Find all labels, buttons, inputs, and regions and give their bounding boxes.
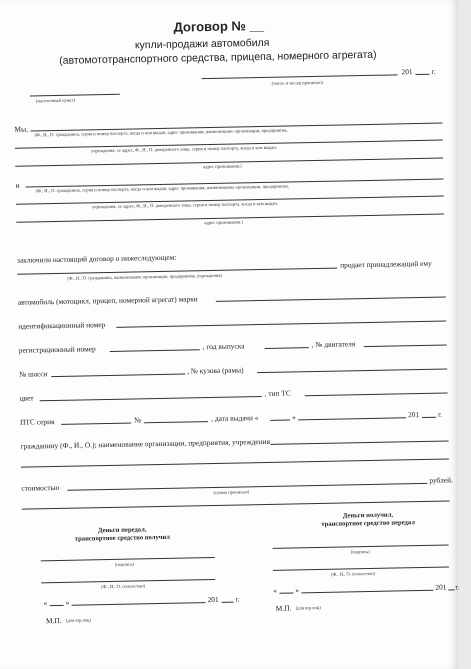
- citizen-label: гражданину (Ф., И., О.); наименование организации, предприятия, учреждения: [20, 436, 271, 451]
- right-mp: М.П.: [275, 603, 292, 613]
- right-heading-2: транспортное средство передал: [321, 519, 415, 528]
- body-line: [257, 368, 447, 373]
- chassis-label: № шасси: [19, 369, 48, 379]
- right-year-line: [448, 589, 454, 590]
- left-year-suffix: г.: [235, 594, 240, 604]
- reg-number-label: регистрационный номер: [18, 344, 96, 355]
- contract-subtitle-detail: (автомототранспортного средства, прицепа, номерного агрегата): [59, 48, 377, 67]
- pts-number-line: [144, 421, 208, 423]
- place-caption: (населенный пункт): [35, 97, 76, 104]
- left-mp: М.П.: [45, 615, 62, 626]
- right-date-close: »: [295, 585, 300, 595]
- vehicle-brand-line: [216, 296, 446, 301]
- reg-number-line: [110, 349, 200, 352]
- chassis-line: [51, 374, 185, 378]
- type-label: , тип ТС: [264, 388, 291, 398]
- vin-label: идентификационный номер: [18, 320, 106, 331]
- party2-caption-2: учреждения, ее адрес, Ф., И., О. доверенного лица, серия и номер паспорта, когда и кем выдан,: [91, 200, 279, 210]
- left-name-caption: (Ф., И., О. полностью): [101, 583, 146, 590]
- seller-caption: (Ф., И., О. гражданина, наименование организации, предприятия, учреждения): [67, 272, 223, 281]
- right-heading-1: Деньги получил,: [342, 511, 394, 520]
- cost-caption: (сумма прописью): [213, 489, 250, 495]
- color-line: [40, 396, 262, 401]
- right-day-line: [279, 592, 293, 593]
- party2-caption-3: адрес проживания.): [204, 219, 243, 226]
- cost-line-2: [22, 500, 450, 509]
- place-line: [30, 94, 120, 97]
- party2-prefix: и: [15, 180, 20, 190]
- color-label: цвет: [19, 393, 34, 403]
- body-label: , № кузова (рамы): [187, 365, 244, 376]
- contract-title: Договор № __: [173, 17, 265, 35]
- issue-quote-close: »: [291, 412, 296, 422]
- right-date-open: «: [273, 585, 278, 595]
- right-year-suffix: г.: [455, 582, 460, 592]
- left-date-open: «: [43, 598, 48, 608]
- year-prefix: 201: [401, 67, 413, 77]
- belongs-text: продает принадлежащий ему: [340, 258, 432, 270]
- pts-series-line: [61, 423, 131, 425]
- right-signature-caption: (подпись): [350, 549, 370, 555]
- date-caption: (число и месяц прописью): [271, 79, 324, 86]
- left-year-line: [222, 602, 234, 603]
- year-line: [415, 74, 429, 75]
- left-heading-2: транспортное средство получил: [74, 533, 171, 543]
- type-line: [305, 392, 448, 396]
- left-year-prefix: 201: [207, 594, 219, 605]
- year-suffix: г.: [431, 66, 436, 76]
- right-month-line: [301, 590, 433, 594]
- party1-prefix: Мы,: [14, 124, 28, 134]
- engine-line: [364, 344, 447, 347]
- party2-caption-1: (Ф., И., О. гражданина, серия и номер паспорта, когда и кем выдан, адрес проживания; наименование организации, предприятия,: [35, 183, 289, 194]
- issue-date-label: , дата выдачи «: [210, 413, 259, 424]
- year-line-field: [265, 347, 309, 349]
- issue-month-line: [298, 417, 406, 420]
- issue-year-prefix: 201: [407, 410, 420, 420]
- pts-label: ПТС серия: [20, 417, 55, 427]
- left-month-line: [72, 602, 206, 606]
- issue-year-line: [422, 417, 436, 418]
- intro-text: заключили настоящий договор о нижеследующем:: [16, 252, 177, 265]
- vin-line: [116, 320, 446, 327]
- left-mp-caption: (для юр.лиц): [65, 617, 92, 623]
- right-mp-caption: (для юр.лиц): [295, 604, 321, 611]
- rub-label: рублей.: [429, 475, 453, 485]
- party1-caption-1: (Ф., И., О. гражданина, серия и номер паспорта, когда и кем выдан, адрес проживания; наименование организации, предприятия,: [34, 127, 288, 138]
- left-day-line: [50, 605, 64, 606]
- pts-number-mark: №: [134, 415, 142, 425]
- right-year-prefix: 201: [435, 582, 447, 592]
- citizen-line-1: [271, 440, 449, 444]
- left-date-close: »: [65, 597, 70, 607]
- right-name-caption: (Ф., И., О. полностью): [331, 570, 376, 577]
- contract-subtitle: купли-продажи автомобиля: [134, 36, 270, 52]
- party1-caption-2: учреждения, ее адрес, Ф., И., О. доверенного лица, серия и номер паспорта, когда и кем выдан,: [90, 144, 277, 154]
- issue-year-suffix: г.: [437, 409, 443, 419]
- engine-label: , № двигателя: [311, 339, 356, 350]
- cost-label: стоимостью: [21, 482, 60, 493]
- issue-day-line: [270, 420, 290, 421]
- party1-caption-3: адрес проживания.): [203, 163, 242, 170]
- vehicle-brand-label: автомобиль (мотоцикл, прицеп, номерной агрегат) марки: [17, 294, 198, 307]
- citizen-line-2: [21, 458, 449, 467]
- left-signature-caption: (подпись): [114, 561, 134, 567]
- left-heading-1: Деньги передал,: [97, 526, 147, 535]
- date-line: [202, 74, 398, 79]
- year-label: , год выпуска: [202, 341, 245, 352]
